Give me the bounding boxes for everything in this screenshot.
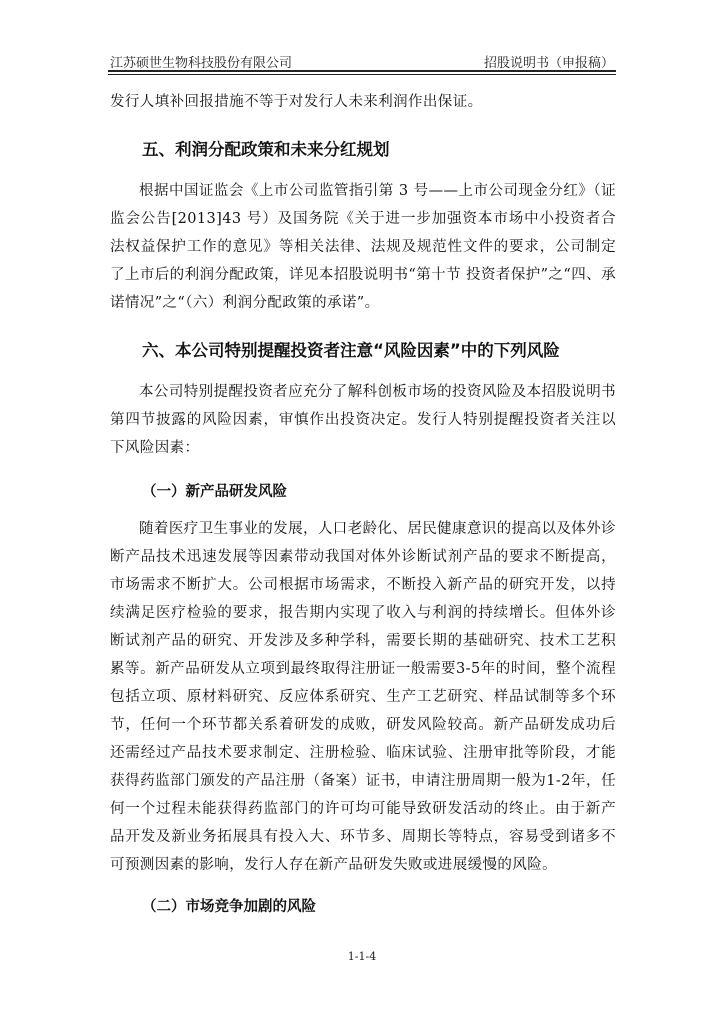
- header-divider: [108, 70, 616, 75]
- intro-line: 发行人填补回报措施不等于对发行人未来利润作出保证。: [110, 94, 483, 110]
- page-header: [108, 50, 616, 72]
- page-number: 1-1-4: [347, 950, 377, 963]
- section5-paragraph: 根据中国证监会《上市公司监管指引第 3 号——上市公司现金分红》（证监会公告[2013]43 号）及国务院《关于进一步加强资本市场中小投资者合法权益保护工作的意见》等相关法律、法规及规范性文件的要求，公司制定了上市后的利润分配政策，详见本招股说明书“第十节 投资者保护”之“四、承诺情况”之“（六）利润分配政策的承诺”。: [110, 183, 616, 311]
- subsection1-heading: （一）新产品研发风险: [142, 484, 287, 500]
- section5-heading: 五、利润分配政策和未来分红规划: [142, 140, 390, 159]
- document-body: [110, 88, 616, 916]
- header-document-type: 招股说明书（申报稿）: [483, 56, 614, 71]
- subsection2-heading: （二）市场竞争加剧的风险: [142, 899, 316, 915]
- header-company-name: 江苏硕世生物科技股份有限公司: [110, 56, 293, 71]
- subsection1-paragraph: 随着医疗卫生事业的发展，人口老龄化、居民健康意识的提高以及体外诊断产品技术迅速发展等因素带动我国对体外诊断试剂产品的要求不断提高，市场需求不断扩大。公司根据市场需求，不断投入新产品的研究开发，以持续满足医疗检验的要求，报告期内实现了收入与利润的持续增长。但体外诊断试剂产品的研究、开发涉及多种学科，需要长期的基础研究、技术工艺积累等。新产品研发从立项到最终取得注册证一般需要3-5年的时间，整个流程包括立项、原材料研究、反应体系研究、生产工艺研究、样品试制等多个环节，任何一个环节都关系着研发的成败，研发风险较高。新产品研发成功后还需经过产品技术要求制定、注册检验、临床试验、注册审批等阶段，才能获得药监部门颁发的产品注册（备案）证书，申请注册周期一般为1-2年，任何一个过程未能获得药监部门的许可均可能导致研发活动的终止。由于新产品开发及新业务拓展具有投入大、环节多、周期长等特点，容易受到诸多不可预测因素的影响，发行人存在新产品研发失败或进展缓慢的风险。: [110, 521, 616, 873]
- section6-paragraph: 本公司特别提醒投资者应充分了解科创板市场的投资风险及本招股说明书第四节披露的风险因素，审慎作出投资决定。发行人特别提醒投资者关注以下风险因素：: [110, 384, 616, 456]
- section6-heading: 六、本公司特别提醒投资者注意“风险因素”中的下列风险: [142, 341, 560, 360]
